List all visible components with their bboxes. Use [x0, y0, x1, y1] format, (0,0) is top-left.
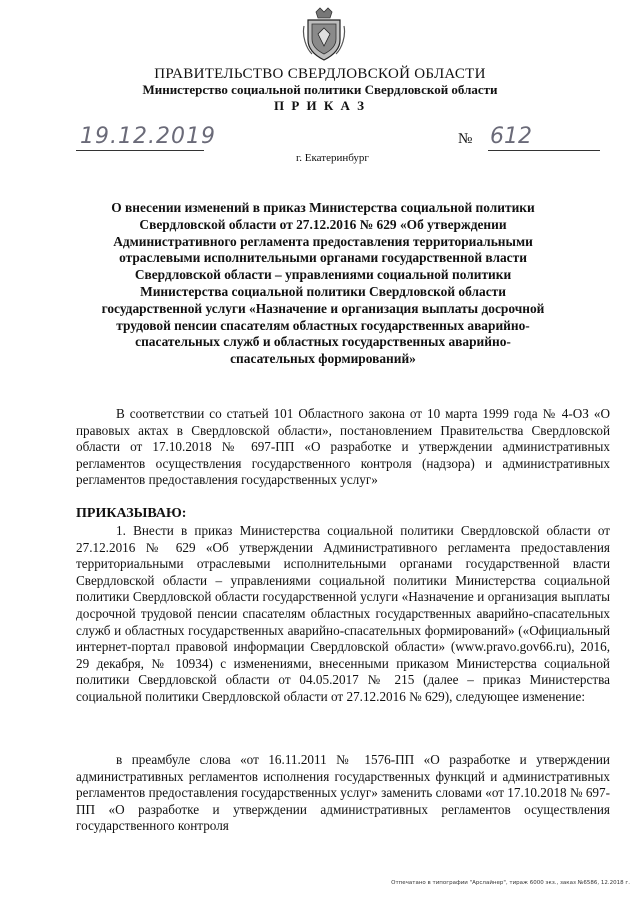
- print-footer: Отпечатано в типографии "Арслайнер", тираж 6000 экз., заказ №6586, 12.2018 г.: [391, 880, 630, 886]
- document-title: О внесении изменений в приказ Министерства социальной политики Свердловской области от 27.12.2016 № 629 «Об утверждении Административного регламента предоставления территориальными отраслевыми исполнительными органами государственной власти Свердловской области – управлениями социальной политики Министерства социальной политики Свердловской области государственной услуги «Назначение и организация выплаты досрочной трудовой пенсии спасателям областных государственных аварийно-спасательных служб и областных государственных аварийно-спасательных формирований»: [101, 200, 545, 367]
- orders-label: ПРИКАЗЫВАЮ:: [76, 506, 187, 521]
- government-name: ПРАВИТЕЛЬСТВО СВЕРДЛОВСКОЙ ОБЛАСТИ: [154, 66, 486, 82]
- number-underline: [488, 150, 600, 151]
- coat-of-arms-icon: [302, 6, 346, 62]
- order-number: 612: [490, 124, 532, 149]
- city: г. Екатеринбург: [296, 152, 369, 164]
- number-sign: №: [458, 131, 473, 147]
- ministry-name: Министерство социальной политики Свердловской области: [142, 82, 498, 97]
- order-date: 19.12.2019: [80, 124, 216, 149]
- item-1-paragraph: 1. Внести в приказ Министерства социальной политики Свердловской области от 27.12.2016 № 629 «Об утверждении Административного регламента предоставления территориальными отраслевыми исполнительными органами государственной власти Свердловской области – управлениями социальной политики Министерства социальной политики Свердловской области государственной услуги «Назначение и организация выплаты досрочной трудовой пенсии спасателям областных государственных аварийно-спасательных служб и областных государственных аварийно-спасательных формирований» («Официальный интернет-портал правовой информации Свердловской области» (www.pravo.gov66.ru), 2016, 29 декабря, № 10934) с изменениями, внесенными приказом Министерства социальной политики Свердловской области от 04.05.2017 № 215 (далее – приказ Министерства социальной политики Свердловской области от 27.12.2016 № 629), следующее изменение:: [76, 523, 610, 704]
- preamble-paragraph: В соответствии со статьей 101 Областного закона от 10 марта 1999 года № 4-ОЗ «О правовых актах в Свердловской области», постановлением Правительства Свердловской области от 17.10.2018 № 697-ПП «О разработке и утверждении административных регламентов осуществления государственного контроля (надзора) и административных регламентов предоставления государственных услуг»: [76, 406, 610, 488]
- date-underline: [76, 150, 204, 151]
- document-type: П Р И К А З: [273, 98, 367, 113]
- item-1-text-paragraph: в преамбуле слова «от 16.11.2011 № 1576-ПП «О разработке и утверждении административных регламентов исполнения государственных функций и административных регламентов предоставления государственных услуг» заменить словами «от 17.10.2018 № 697-ПП «О разработке и утверждении административных регламентов осуществления государственного контроля: [76, 752, 610, 834]
